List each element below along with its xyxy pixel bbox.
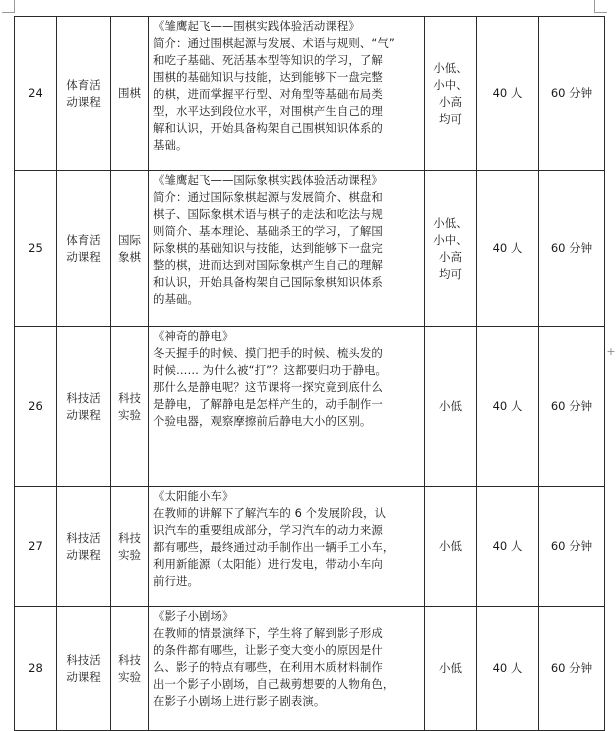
- page-top-edge: [0, 0, 616, 14]
- course-description-cell: [149, 171, 425, 327]
- course-row: [15, 487, 605, 607]
- text-line: 么、影子的特点有哪些，在利用木质材料制作: [153, 660, 383, 674]
- course-row: [15, 607, 605, 731]
- text-line: 动课程: [66, 94, 101, 109]
- text-line: 小低、: [433, 215, 468, 230]
- course-size-cell: [477, 17, 539, 171]
- class-duration: 60 分钟: [550, 661, 593, 675]
- text-line: 《影子小剧场》: [153, 609, 234, 623]
- text-line: 整的棋，进而达到对国际象棋产生自己的理解: [153, 258, 383, 272]
- page-corner-mark-right: [594, 0, 607, 13]
- course-grade-cell: [425, 171, 477, 327]
- class-size: 40 人: [492, 399, 523, 413]
- class-size: 40 人: [492, 241, 523, 255]
- course-number-cell: [15, 171, 57, 327]
- course-grade-cell: [425, 17, 477, 171]
- course-row: [15, 327, 605, 487]
- text-line: 动课程: [66, 249, 101, 264]
- class-size: 40 人: [492, 539, 523, 553]
- text-line: 的条件都有哪些，让影子变大变小的原因是什: [153, 643, 383, 657]
- class-size: 40 人: [492, 86, 523, 100]
- text-line: 的基础。: [153, 292, 199, 306]
- text-line: 际象棋的基础知识与技能，达到能够下一盘完: [153, 241, 383, 255]
- text-line: 前行进。: [153, 574, 199, 588]
- course-grade-cell: [425, 487, 477, 607]
- text-line: 简介：通过围棋起源与发展、术语与规则、“气”: [153, 36, 395, 50]
- text-line: 体育活: [66, 77, 101, 92]
- course-number-cell: [15, 607, 57, 731]
- course-number: 24: [28, 86, 43, 100]
- course-subject-cell: [111, 327, 149, 487]
- text-line: 动课程: [66, 669, 101, 684]
- text-line: 的棋，进而掌握平行型、对角型等基础布局类: [153, 87, 383, 101]
- text-line: 那什么是静电呢？这节课将一探究竟到底什么: [153, 380, 383, 394]
- course-category-cell: [57, 327, 111, 487]
- text-line: 象棋: [118, 249, 141, 264]
- text-line: 实验: [118, 547, 141, 562]
- add-row-icon[interactable]: +: [606, 345, 616, 358]
- text-line: 小高: [439, 94, 462, 109]
- class-size: 40 人: [492, 661, 523, 675]
- text-line: 均可: [439, 111, 462, 126]
- course-row: [15, 17, 605, 171]
- text-line: 科技: [118, 652, 141, 667]
- text-line: 在影子小剧场上进行影子剧表演。: [153, 694, 326, 708]
- text-line: 识汽车的重要组成部分，学习汽车的动力来源: [153, 523, 383, 537]
- text-line: 小低、: [433, 60, 468, 75]
- course-duration-cell: [539, 17, 605, 171]
- text-line: 实验: [118, 407, 141, 422]
- text-line: 均可: [439, 266, 462, 281]
- text-line: 科技: [118, 390, 141, 405]
- class-duration: 60 分钟: [550, 539, 593, 553]
- text-line: 科技: [118, 530, 141, 545]
- course-duration-cell: [539, 171, 605, 327]
- course-category-cell: [57, 17, 111, 171]
- course-grade-cell: [425, 327, 477, 487]
- text-line: 科技活: [66, 652, 101, 667]
- text-line: 科技活: [66, 390, 101, 405]
- course-duration-cell: [539, 327, 605, 487]
- course-table-body: [15, 17, 605, 731]
- text-line: 《神奇的静电》: [153, 329, 234, 343]
- course-size-cell: [477, 487, 539, 607]
- text-line: 时候…… 为什么被“打”？这都要归功于静电。: [153, 363, 388, 377]
- text-line: 实验: [118, 669, 141, 684]
- course-subject-cell: [111, 607, 149, 731]
- course-subject-cell: [111, 171, 149, 327]
- course-number: 28: [28, 661, 43, 675]
- course-description-cell: [149, 327, 425, 487]
- text-line: 都有哪些，最终通过动手制作出一辆手工小车，: [153, 540, 395, 554]
- class-duration: 60 分钟: [550, 241, 593, 255]
- text-line: 和吃子基础、死活基本型等知识的学习，了解: [153, 53, 383, 67]
- course-number-cell: [15, 327, 57, 487]
- course-subject-cell: [111, 487, 149, 607]
- course-duration-cell: [539, 487, 605, 607]
- text-line: 动课程: [66, 407, 101, 422]
- text-line: 小中、: [433, 232, 468, 247]
- text-line: 小低: [439, 539, 462, 553]
- course-description-cell: [149, 487, 425, 607]
- page-corner-mark-left: [2, 0, 15, 13]
- text-line: 是静电，了解静电是怎样产生的，动手制作一: [153, 397, 383, 411]
- course-category-cell: [57, 487, 111, 607]
- course-size-cell: [477, 607, 539, 731]
- course-grade-cell: [425, 607, 477, 731]
- text-line: 《太阳能小车》: [153, 489, 234, 503]
- course-description-cell: [149, 17, 425, 171]
- text-line: 则简介、基本理论、基础杀王的学习，了解国: [153, 224, 383, 238]
- course-size-cell: [477, 171, 539, 327]
- text-line: 冬天握手的时候、摸门把手的时候、梳头发的: [153, 346, 383, 360]
- text-line: 《雏鹰起飞——国际象棋实践体验活动课程》: [153, 173, 383, 187]
- class-duration: 60 分钟: [550, 399, 593, 413]
- text-line: 小中、: [433, 77, 468, 92]
- text-line: 解和认识，开始具备构架自己围棋知识体系的: [153, 121, 383, 135]
- text-line: 出一个影子小剧场，自己裁剪想要的人物角色，: [153, 677, 395, 691]
- class-duration: 60 分钟: [550, 86, 593, 100]
- text-line: 基础。: [153, 138, 188, 152]
- course-row: [15, 171, 605, 327]
- course-number: 25: [28, 241, 43, 255]
- course-subject-cell: [111, 17, 149, 171]
- course-number-cell: [15, 487, 57, 607]
- text-line: 动课程: [66, 547, 101, 562]
- course-category-cell: [57, 171, 111, 327]
- text-line: 小低: [439, 399, 462, 413]
- text-line: 在教师的情景演绎下，学生将了解到影子形成: [153, 626, 383, 640]
- course-number: 27: [28, 539, 43, 553]
- text-line: 小低: [439, 661, 462, 675]
- text-line: 个验电器，观察摩擦前后静电大小的区别。: [153, 414, 372, 428]
- text-line: 简介：通过国际象棋起源与发展简介、棋盘和: [153, 190, 383, 204]
- course-table: [14, 16, 605, 731]
- text-line: 型，水平达到段位水平，对围棋产生自己的理: [153, 104, 383, 118]
- course-number: 26: [28, 399, 43, 413]
- text-line: 体育活: [66, 232, 101, 247]
- text-line: 科技活: [66, 530, 101, 545]
- text-line: 围棋: [118, 86, 141, 100]
- text-line: 小高: [439, 249, 462, 264]
- text-line: 国际: [118, 232, 141, 247]
- text-line: 和认识，开始具备构架自己国际象棋知识体系: [153, 275, 383, 289]
- course-category-cell: [57, 607, 111, 731]
- course-duration-cell: [539, 607, 605, 731]
- course-number-cell: [15, 17, 57, 171]
- text-line: 围棋的基础知识与技能，达到能够下一盘完整: [153, 70, 383, 84]
- text-line: 棋子、国际象棋术语与棋子的走法和吃法与规: [153, 207, 383, 221]
- course-description-cell: [149, 607, 425, 731]
- course-size-cell: [477, 327, 539, 487]
- text-line: 在教师的讲解下了解汽车的 6 个发展阶段，认: [153, 506, 387, 520]
- text-line: 利用新能源（太阳能）进行发电，带动小车向: [153, 557, 383, 571]
- text-line: 《雏鹰起飞——围棋实践体验活动课程》: [153, 19, 360, 33]
